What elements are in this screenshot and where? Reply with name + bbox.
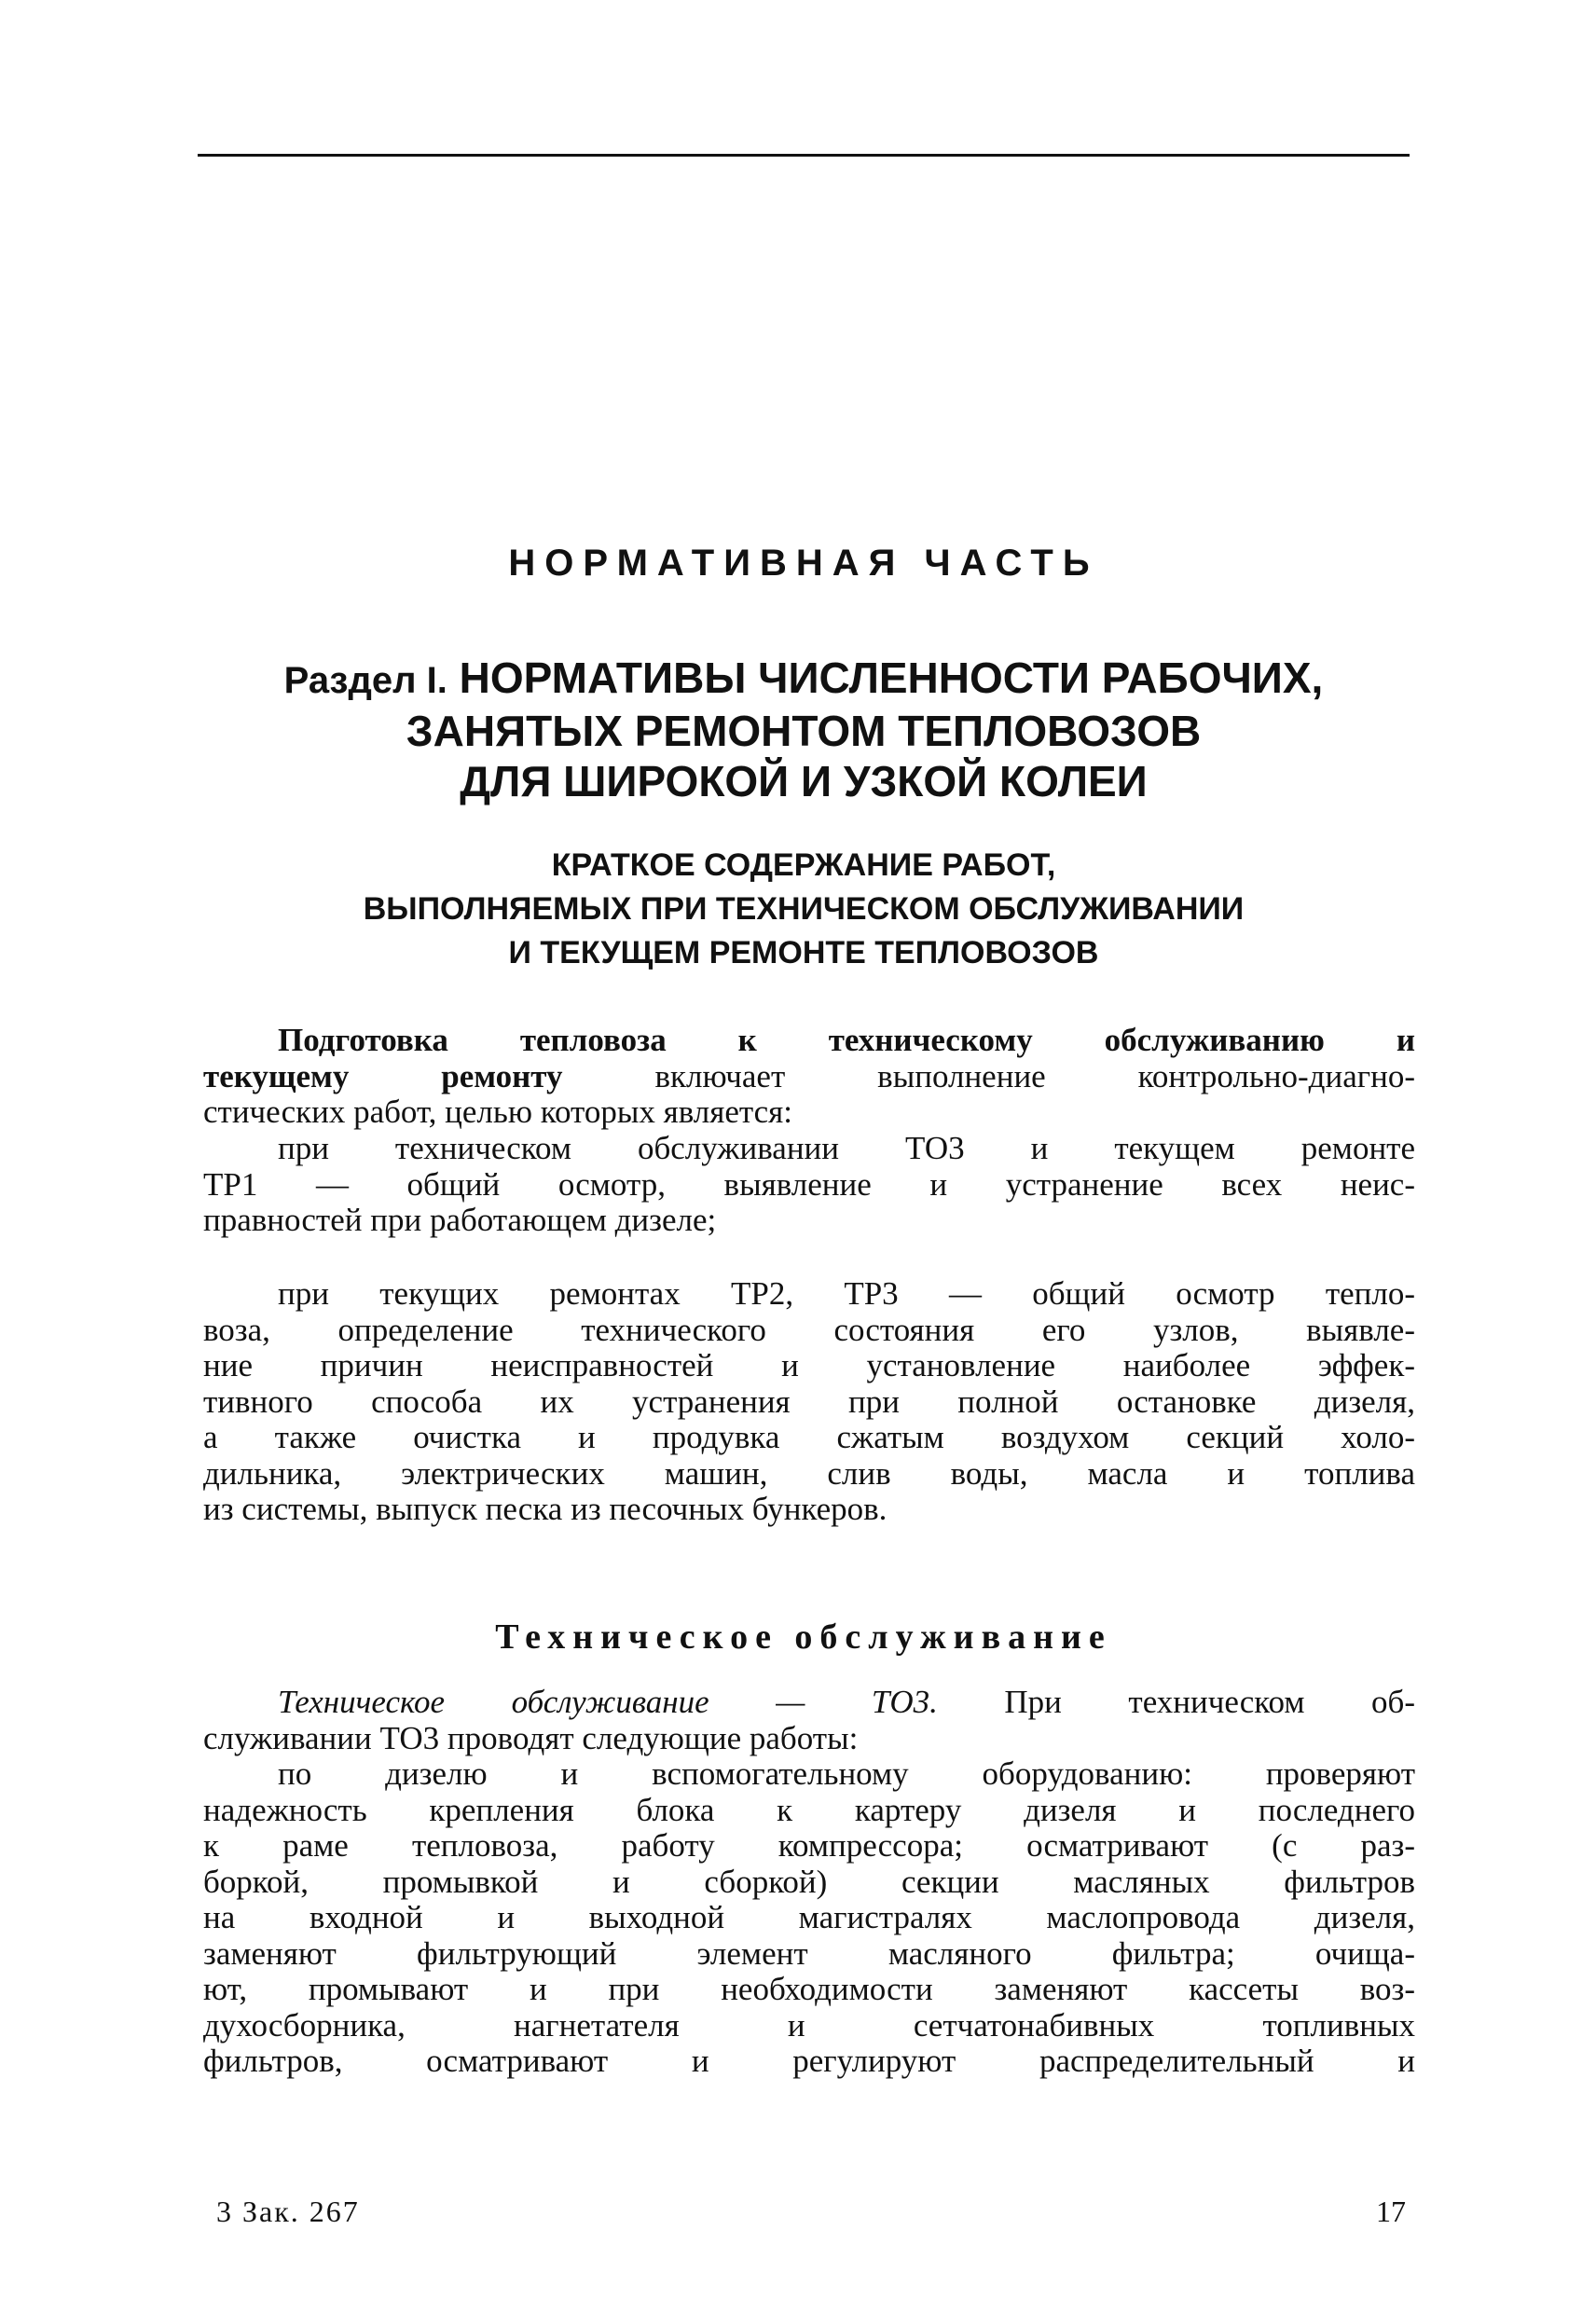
subsection-title [198,844,1410,975]
section-title-text-1: НОРМАТИВЫ ЧИСЛЕННОСТИ РАБОЧИХ, [459,654,1324,702]
intro-line-2 [203,1059,1415,1095]
item-tr23-line-7: из системы, выпуск песка из песочных бункеров. [203,1491,887,1527]
item-tr23-paragraph [203,1276,1415,1528]
to3-line-2: служивании ТО3 проводят следующие работы: [203,1719,859,1756]
diesel-line-9: фильтров, осматривают и регулируют распределительный и [203,2043,1415,2079]
item-to3-line-3: правностей при работающем дизеле; [203,1202,717,1238]
diesel-line-8: духосборника, нагнетателя и сетчатонабивных топливных [203,2006,1415,2044]
diesel-line-1: по дизелю и вспомогательному оборудованию: проверяют [278,1755,1415,1792]
subsection-title-line-1: КРАТКОЕ СОДЕРЖАНИЕ РАБОТ, [551,847,1056,883]
diesel-line-7: ют, промывают и при необходимости заменяют кассеты воз- [203,1971,1415,2007]
intro-bold-lead: текущему ремонту [203,1057,563,1094]
diesel-line-3: к раме тепловоза, работу компрессора; осматривают (с раз- [203,1827,1415,1864]
diesel-line-6: заменяют фильтрующий элемент масляного фильтра; очища- [203,1934,1415,1972]
diesel-line-4: боркой, промывкой и сборкой) секции масляных фильтров [203,1863,1415,1900]
top-rule [198,154,1410,157]
section-title [198,653,1410,806]
diesel-paragraph [203,1756,1415,2080]
subsection-title-line-3: И ТЕКУЩЕМ РЕМОНТЕ ТЕПЛОВОЗОВ [508,935,1099,970]
item-tr23-line-1: при текущих ремонтах ТР2, ТР3 — общий осмотр тепло- [278,1275,1415,1312]
item-tr23-line-5: а также очистка и продувка сжатым воздухом секций холо- [203,1419,1415,1455]
part-title: НОРМАТИВНАЯ ЧАСТЬ [508,543,1099,584]
section-title-line-3: ДЛЯ ШИРОКОЙ И УЗКОЙ КОЛЕИ [460,757,1148,805]
diesel-line-5: на входной и выходной магистралях маслопровода дизеля, [203,1899,1415,1935]
intro-line-1: Подготовка тепловоза к техническому обслуживанию и [278,1022,1415,1058]
to3-italic-lead: Техническое обслуживание — ТО3. [278,1684,938,1720]
footer-order-number: 3 Зак. 267 [216,2195,360,2228]
intro-line-3: стических работ, целью которых является: [203,1094,792,1130]
item-tr23-line-4: тивного способа их устранения при полной остановке дизеля, [203,1383,1415,1420]
item-tr23-line-2: воза, определение технического состояния его узлов, выявле- [203,1311,1415,1348]
item-to3-line-1: при техническом обслуживании ТО3 и текущем ремонте [278,1130,1415,1166]
diesel-line-2: надежность крепления блока к картеру дизеля и последнего [203,1791,1415,1828]
to3-line-1 [203,1685,1415,1721]
intro-paragraph [203,1023,1415,1131]
item-to3-paragraph [203,1131,1415,1239]
heading-maintenance: Техническое обслуживание [495,1617,1112,1657]
intro-line-2-rest: включает выполнение контрольно-диагно- [562,1057,1415,1094]
to3-line-1-rest: При техническом об- [937,1684,1415,1720]
subsection-title-line-2: ВЫПОЛНЯЕМЫХ ПРИ ТЕХНИЧЕСКОМ ОБСЛУЖИВАНИИ [363,891,1245,927]
item-tr23-line-6: дильника, электрических машин, слив воды, масла и топлива [203,1454,1415,1492]
section-title-line-2: ЗАНЯТЫХ РЕМОНТОМ ТЕПЛОВОЗОВ [406,707,1202,755]
section-prefix: Раздел I. [283,660,447,701]
to3-paragraph [203,1685,1415,1756]
section-title-line-1 [198,653,1410,706]
item-tr23-line-3: ние причин неисправностей и установление наиболее эффек- [203,1347,1415,1383]
item-to3-line-2: ТР1 — общий осмотр, выявление и устранение всех неис- [203,1165,1415,1203]
page-number: 17 [1376,2195,1406,2228]
